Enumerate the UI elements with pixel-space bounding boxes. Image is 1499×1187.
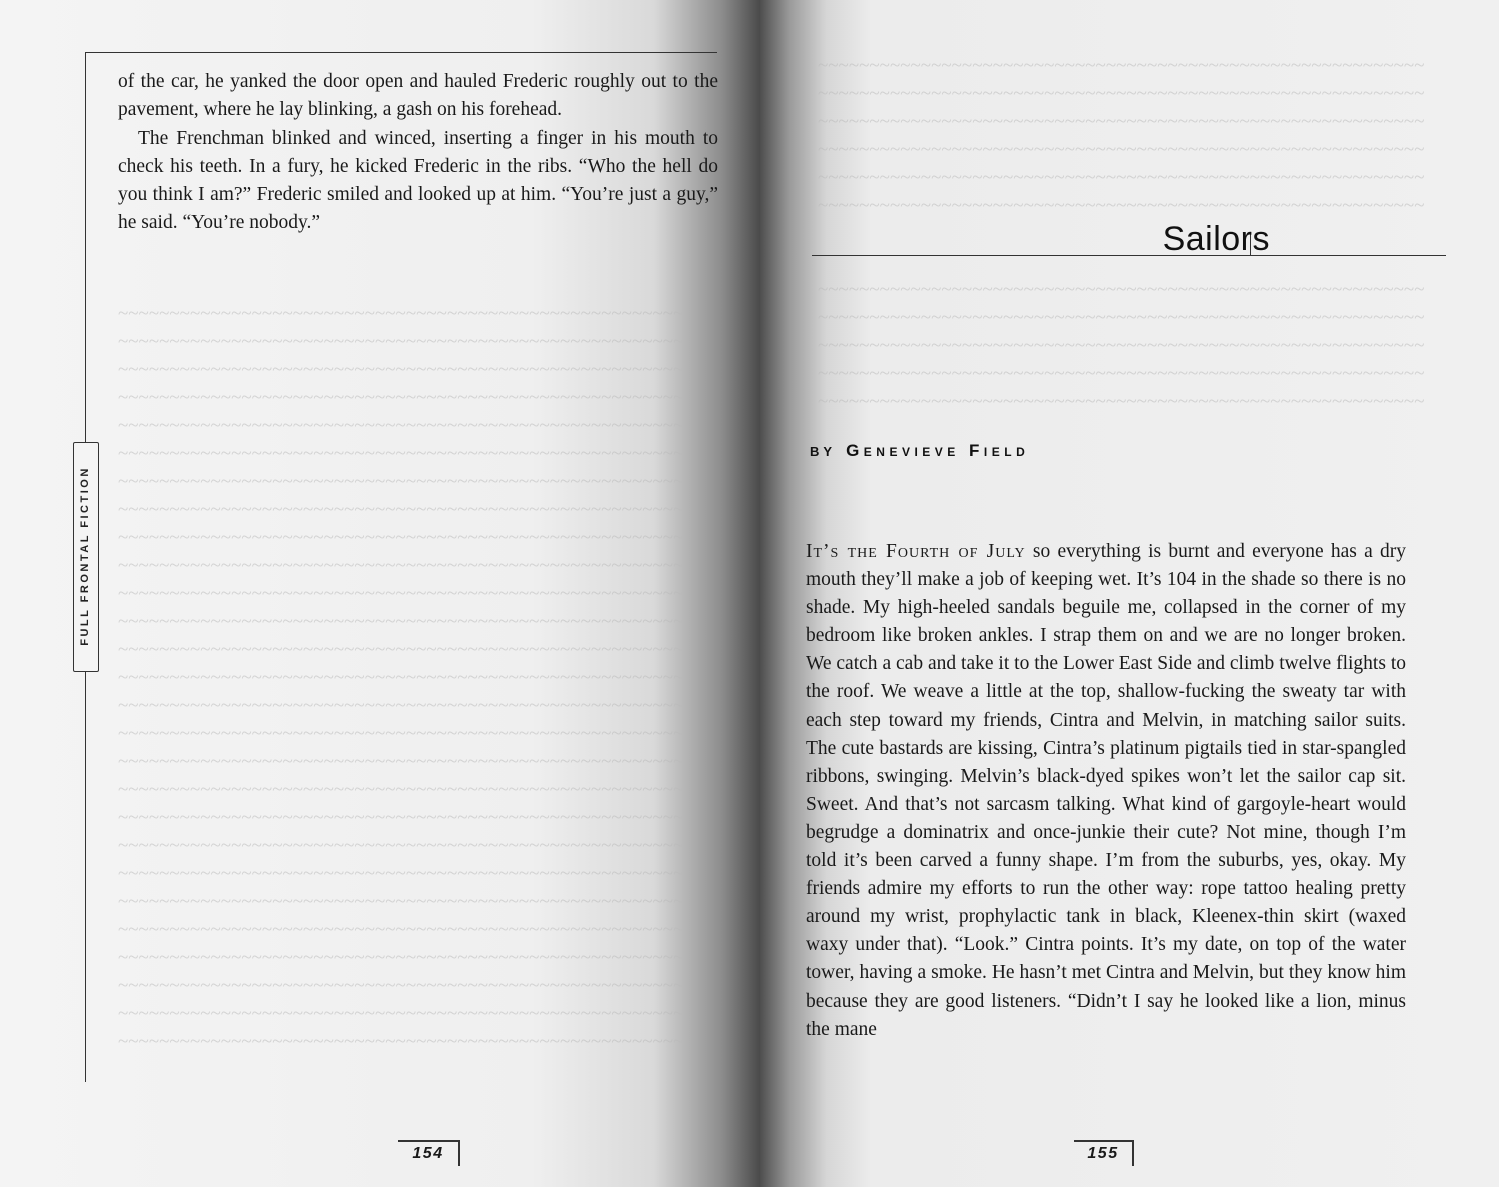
page-number: 155 bbox=[1074, 1140, 1134, 1166]
byline-prefix: BY bbox=[810, 444, 837, 459]
show-through-texture: ~~~~~~~~~~~~~~~~~~~~~~~~~~~~~~~~~~~~~~~~~~~~~~~~~~~~~~~~~~~ ~~~~~~~~~~~~~~~~~~~~~~~~~~~~~~~~~~~~~~~~~~~~~~~~~~~~~~~~~~~ ~~~~~~~~~~~~~~~~~~~~~~~~~~~~~~~~~~~~~~~~~~~~~~~~~~~~~~~~~~~ ~~~~~~~~~~~~~~~~~~~~~~~~~~~~~~~~~~~~~~~~~~~~~~~~~~~~~~~~~~~ ~~~~~~~~~~~~~~~~~~~~~~~~~~~~~~~~~~~~~~~~~~~~~~~~~~~~~~~~~~~ ~~~~~~~~~~~~~~~~~~~~~~~~~~~~~~~~~~~~~~~~~~~~~~~~~~~~~~~~~~~ ~~~~~~~~~~~~~~~~~~~~~~~~~~~~~~~~~~~~~~~~~~~~~~~~~~~~~~~~~~~ ~~~~~~~~~~~~~~~~~~~~~~~~~~~~~~~~~~~~~~~~~~~~~~~~~~~~~~~~~~~ ~~~~~~~~~~~~~~~~~~~~~~~~~~~~~~~~~~~~~~~~~~~~~~~~~~~~~~~~~~~ ~~~~~~~~~~~~~~~~~~~~~~~~~~~~~~~~~~~~~~~~~~~~~~~~~~~~~~~~~~~ ~~~~~~~~~~~~~~~~~~~~~~~~~~~~~~~~~~~~~~~~~~~~~~~~~~~~~~~~~~~ bbox=[818, 55, 1425, 412]
lead-in-text: It’s the Fourth of July bbox=[806, 541, 1026, 562]
paragraph bbox=[806, 538, 1406, 1044]
header-rule bbox=[85, 52, 717, 53]
left-body-text bbox=[118, 68, 718, 238]
show-through-texture: ~~~~~~~~~~~~~~~~~~~~~~~~~~~~~~~~~~~~~~~~~~~~~~~~~~~~~~~ ~~~~~~~~~~~~~~~~~~~~~~~~~~~~~~~~~~~~~~~~~~~~~~~~~~~~~~~ ~~~~~~~~~~~~~~~~~~~~~~~~~~~~~~~~~~~~~~~~~~~~~~~~~~~~~~~ ~~~~~~~~~~~~~~~~~~~~~~~~~~~~~~~~~~~~~~~~~~~~~~~~~~~~~~~ ~~~~~~~~~~~~~~~~~~~~~~~~~~~~~~~~~~~~~~~~~~~~~~~~~~~~~~~ ~~~~~~~~~~~~~~~~~~~~~~~~~~~~~~~~~~~~~~~~~~~~~~~~~~~~~~~ ~~~~~~~~~~~~~~~~~~~~~~~~~~~~~~~~~~~~~~~~~~~~~~~~~~~~~~~ ~~~~~~~~~~~~~~~~~~~~~~~~~~~~~~~~~~~~~~~~~~~~~~~~~~~~~~~ ~~~~~~~~~~~~~~~~~~~~~~~~~~~~~~~~~~~~~~~~~~~~~~~~~~~~~~~ ~~~~~~~~~~~~~~~~~~~~~~~~~~~~~~~~~~~~~~~~~~~~~~~~~~~~~~~ ~~~~~~~~~~~~~~~~~~~~~~~~~~~~~~~~~~~~~~~~~~~~~~~~~~~~~~~ ~~~~~~~~~~~~~~~~~~~~~~~~~~~~~~~~~~~~~~~~~~~~~~~~~~~~~~~ ~~~~~~~~~~~~~~~~~~~~~~~~~~~~~~~~~~~~~~~~~~~~~~~~~~~~~~~ ~~~~~~~~~~~~~~~~~~~~~~~~~~~~~~~~~~~~~~~~~~~~~~~~~~~~~~~ ~~~~~~~~~~~~~~~~~~~~~~~~~~~~~~~~~~~~~~~~~~~~~~~~~~~~~~~ ~~~~~~~~~~~~~~~~~~~~~~~~~~~~~~~~~~~~~~~~~~~~~~~~~~~~~~~ ~~~~~~~~~~~~~~~~~~~~~~~~~~~~~~~~~~~~~~~~~~~~~~~~~~~~~~~ ~~~~~~~~~~~~~~~~~~~~~~~~~~~~~~~~~~~~~~~~~~~~~~~~~~~~~~~ ~~~~~~~~~~~~~~~~~~~~~~~~~~~~~~~~~~~~~~~~~~~~~~~~~~~~~~~ ~~~~~~~~~~~~~~~~~~~~~~~~~~~~~~~~~~~~~~~~~~~~~~~~~~~~~~~ ~~~~~~~~~~~~~~~~~~~~~~~~~~~~~~~~~~~~~~~~~~~~~~~~~~~~~~~ ~~~~~~~~~~~~~~~~~~~~~~~~~~~~~~~~~~~~~~~~~~~~~~~~~~~~~~~ ~~~~~~~~~~~~~~~~~~~~~~~~~~~~~~~~~~~~~~~~~~~~~~~~~~~~~~~ ~~~~~~~~~~~~~~~~~~~~~~~~~~~~~~~~~~~~~~~~~~~~~~~~~~~~~~~ ~~~~~~~~~~~~~~~~~~~~~~~~~~~~~~~~~~~~~~~~~~~~~~~~~~~~~~~ ~~~~~~~~~~~~~~~~~~~~~~~~~~~~~~~~~~~~~~~~~~~~~~~~~~~~~~~ ~~~~~~~~~~~~~~~~~~~~~~~~~~~~~~~~~~~~~~~~~~~~~~~~~~~~~~~ bbox=[118, 303, 684, 1052]
byline bbox=[810, 441, 1029, 461]
right-body-text bbox=[806, 538, 1406, 1044]
paragraph: of the car, he yanked the door open and hauled Frederic roughly out to the pavement, where he lay blinking, a gash on his forehead. bbox=[118, 71, 718, 121]
author-name: Genevieve Field bbox=[846, 441, 1030, 460]
paragraph: The Frenchman blinked and winced, inserting a finger in his mouth to check his teeth. In a fury, he kicked Frederic in the ribs. “Who the hell do you think I am?” Frederic smiled and looked up at him. “You’re just a guy,” he said. “You’re nobody.” bbox=[118, 127, 718, 234]
running-head: FULL FRONTAL FICTION bbox=[79, 466, 91, 646]
page-number: 154 bbox=[398, 1140, 460, 1166]
body-text: so everything is burnt and everyone has a dry mouth they’ll make a job of keeping wet. It’s 104 in the shade so there is no shade. My high-heeled sandals beguile me, collapsed in the corner of my bedroom like broken ankles. I strap them on and we are no longer broken. We catch a cab and take it to the Lower East Side and climb twelve flights to the roof. We weave a little at the top, shallow-fucking the sweaty tar with each step toward my friends, Cintra and Melvin, in matching sailor suits. The cute bastards are kissing, Cintra’s platinum pigtails tied in star-spangled ribbons, swinging. Melvin’s black-dyed spikes won’t let the sailor cap sit. Sweet. And that’s not sarcasm talking. What kind of gargoyle-heart would begrudge a dominatrix and once-junkie their cute? Not mine, though I’m told it’s been carved a funny shape. I’m from the suburbs, yes, okay. My friends admire my efforts to run the other way: rope tattoo healing pretty around my wrist, prophylactic tank in black, Kleenex-thin skirt (waxed waxy under that). “Look.” Cintra points. It’s my date, on top of the water tower, having a smoke. He hasn’t met Cintra and Melvin, but they know him because they are good listeners. “Didn’t I say he looked like a lion, minus the mane bbox=[806, 541, 1407, 1040]
story-title: Sailors bbox=[1162, 220, 1270, 258]
